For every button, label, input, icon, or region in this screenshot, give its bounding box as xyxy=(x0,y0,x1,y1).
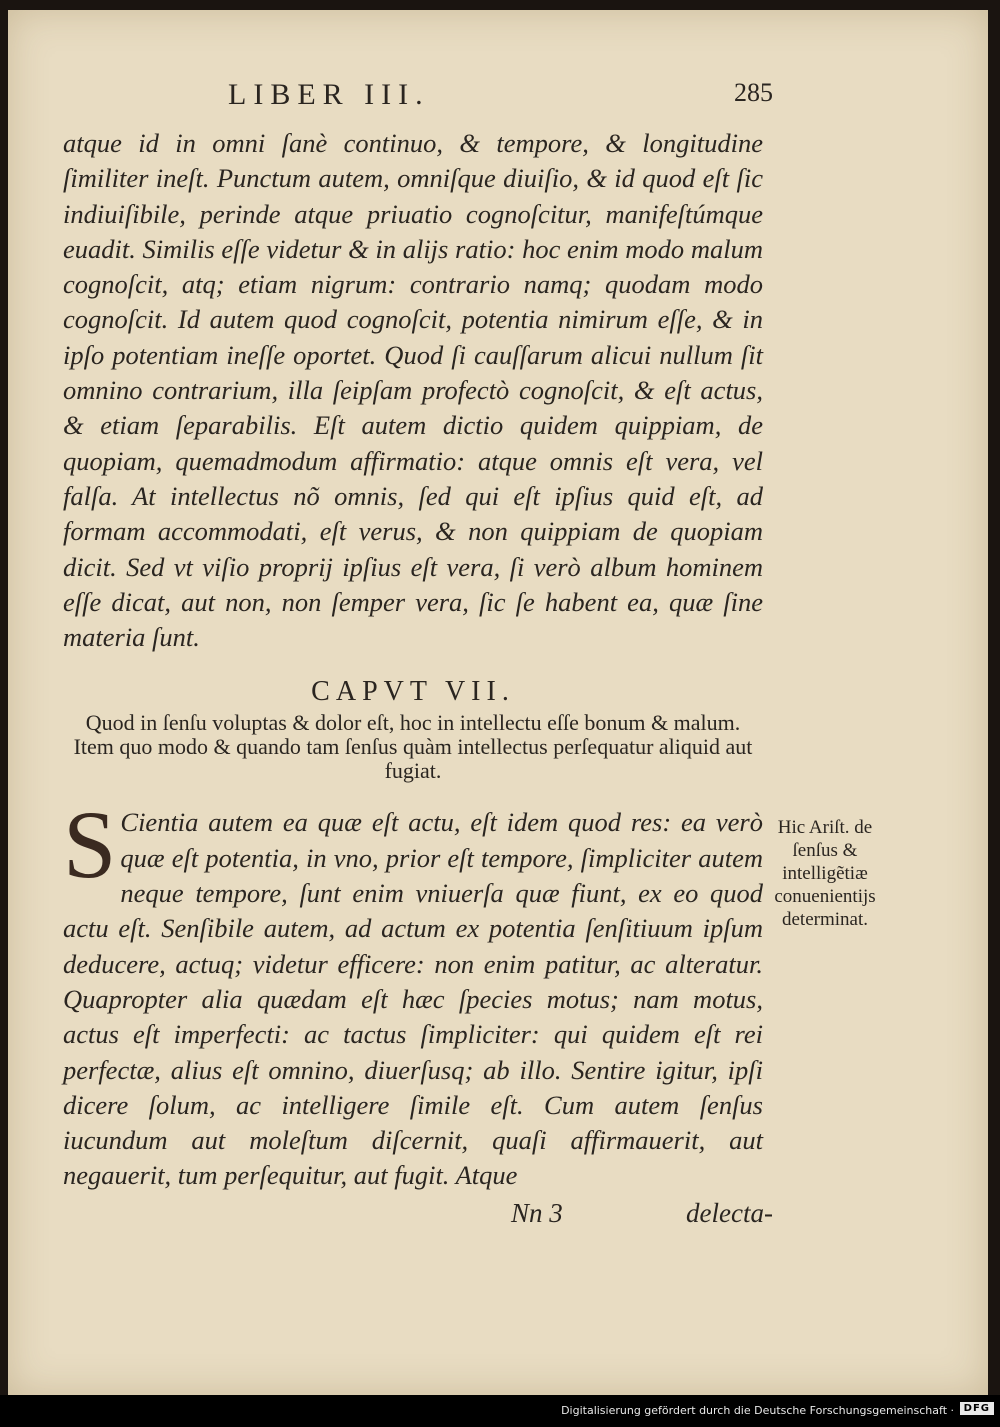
banner-text: Digitalisierung gefördert durch die Deutsche Forschungsgemeinschaft · xyxy=(561,1404,954,1417)
digitization-banner xyxy=(0,1395,1000,1427)
dfg-logo-icon: DFG xyxy=(960,1402,994,1415)
catchword: delecta- xyxy=(686,1197,773,1228)
chapter-title: CAPVT VII. xyxy=(311,676,515,708)
signature-mark: Nn 3 xyxy=(511,1197,563,1228)
page-number: 285 xyxy=(734,78,773,107)
running-head xyxy=(63,78,773,118)
chapter-body xyxy=(63,791,763,1193)
chapter-heading xyxy=(63,675,763,783)
drop-initial: S xyxy=(63,791,117,899)
chapter-paragraph: Cientia autem ea quæ eſt actu, eſt idem quod res: ea verò quæ eſt potentia, in vno, prior eſt tempore, ſimpliciter autem neque tempore, ſunt enim vniuerſa quæ fiunt, ex eo quod actu eſt. Senſibile autem, ad actum ex potentia ſenſitiuum ipſum deducere, actuq; videtur efficere: non enim patitur, ac alteratur. Quapropter alia quædam eſt hæc ſpecies motus; nam motus, actus eſt imperfecti: ac tactus ſimpliciter: qui quidem eſt rei perfectæ, alius eſt omnino, diuerſusq; ab illo. Sentire igitur, ipſi dicere ſolum, ac intelligere ſimile eſt. Cum autem ſenſus iucundum aut moleſtum diſcernit, quaſi affirmauerit, aut negauerit, tum perſequitur, aut fugit. Atque xyxy=(63,807,763,1191)
book-page xyxy=(8,10,988,1395)
running-title: LIBER III. xyxy=(228,78,430,111)
body-paragraph: atque id in omni ſanè continuo, & tempore, & longitudine ſimiliter ineſt. Punctum autem, omniſque diuiſio, & id quod eſt ſic indiuiſibile, perinde atque priuatio cognoſcitur, manifeſtúmque euadit. Similis eſſe videtur & in alijs ratio: hoc enim modo malum cognoſcit, atq; etiam nigrum: contrario namq; quodam modo cognoſcit. Id autem quod cognoſcit, potentia nimirum eſſe, & in ipſo potentiam ineſſe oportet. Quod ſi cauſſarum alicui nullum ſit omnino contrarium, illa ſeipſam profectò cognoſcit, & eſt actus, & etiam ſeparabilis. Eſt autem dictio quidem quippiam, de quopiam, quemadmodum affirmatio: atque omnis eſt vera, vel falſa. At intellectus nõ omnis, ſed qui eſt ipſius quid eſt, ad formam accommodati, eſt verus, & non quippiam de quopiam dicit. Sed vt viſio proprij ipſius eſt vera, ſi verò album hominem eſſe dicat, aut non, non ſemper vera, ſic ſe habent ea, quæ ſine materia ſunt. xyxy=(63,128,763,653)
page-footer xyxy=(63,1197,773,1238)
marginal-note: Hic Ariſt. de ſenſus & intelligẽtiæ conuenientijs determinat. xyxy=(774,817,876,930)
page-content xyxy=(63,78,773,1238)
chapter-summary: Quod in ſenſu voluptas & dolor eſt, hoc in intellectu eſſe bonum & malum. Item quo modo & quando tam ſenſus quàm intellectus perſequatur aliquid aut fugiat. xyxy=(73,710,753,784)
